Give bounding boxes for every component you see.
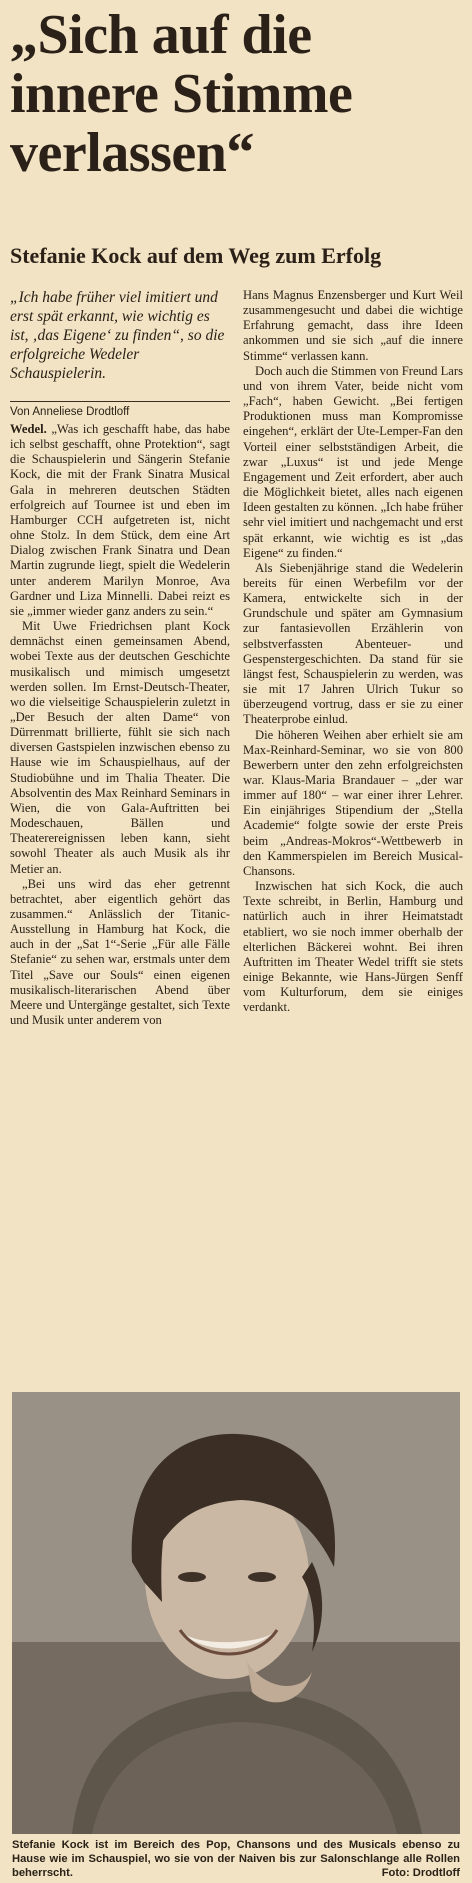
- body-paragraph: Mit Uwe Friedrichsen plant Kock demnächst einen gemeinsamen Abend, wobei Texte aus der deutschen Geschichte musikalisch und mimisch umgesetzt werden sollen. Im Ernst-Deutsch-Theater, wo die vielseitige Schauspielerin zuletzt in „Der Besuch der alten Dame“ von Dürrenmatt brillierte, fühlt sie sich nach diversen Gastspielen inzwischen ebenso zu Hause wie im Schauspielhaus, auf der Studiobühne und im Thalia Theater. Die Absolventin des Max Reinhard Seminars in Wien, die von Gala-Auftritten bei Modeschauen, Bällen und Theaterereignissen leben kann, sieht sowohl Theater als auch Musik als ihr Metier an.: [10, 619, 231, 876]
- body-text-right: [243, 288, 463, 1016]
- headline: „Sich auf die innere Stimme verlassen“: [10, 4, 353, 184]
- caption-text: Stefanie Kock ist im Bereich des Pop, Chansons und des Musicals ebenso zu Hause wie im Schauspiel, wo sie von der Naiven bis zur Salonschlange alle Rollen beherrscht.: [12, 1839, 460, 1879]
- photo-credit: Foto: Drodtloff: [381, 1867, 460, 1879]
- lead-paragraph: „Ich habe früher viel imitiert und erst spät erkannt, wie wichtig es ist, ‚das Eigene‘ zu finden“, so die erfolgreiche Wedeler Schauspielerin.: [10, 289, 225, 382]
- article-column-right: [243, 288, 463, 1016]
- body-paragraph: Inzwischen hat sich Kock, die auch Texte schreibt, in Berlin, Hamburg und natürlich auch in ihrer Heimatstadt etabliert, wo sie noch immer oberhalb der elterlichen Bäckerei wohnt. Bei ihren Auftritten im Theater Wedel trifft sie stets einige Bekannte, wie Hans-Jürgen Senff vom Kulturforum, dem sie einiges verdankt.: [243, 879, 463, 1015]
- dateline: Wedel.: [10, 422, 47, 436]
- photo-caption: [12, 1838, 460, 1880]
- body-paragraph: Als Siebenjährige stand die Wedelerin bereits für einen Werbefilm vor der Kamera, entwickelte sich in der Grundschule und später am Gymnasium zur fantasievollen Erzählerin von selbstverfassten Abenteuer- und Gespenstergeschichten. Da stand für sie längst fest, Schauspielerin zu werden, was sie mit 17 Jahren Ulrich Tukur so überzeugend vortrug, dass er sie zu einer Theaterprobe einlud.: [243, 560, 463, 727]
- body-paragraph: Hans Magnus Enzensberger und Kurt Weil zusammengesucht und dabei die wichtige Erfahrung gemacht, dass ihre Ideen ankommen und sie sich „auf die innere Stimme“ verlassen kann.: [243, 288, 463, 363]
- subheadline: Stefanie Kock auf dem Weg zum Erfolg: [10, 243, 382, 268]
- paragraph-text: „Was ich geschafft habe, das habe ich selbst geschafft, ohne Protektion“, sagt die Schauspielerin und Sängerin Stefanie Kock, die mit der Frank Sinatra Musical Gala in mehreren deutschen Städten erfolgreich auf Tournee ist und eben im Hamburger CCH aufgetreten ist, nicht ohne Stolz. In dem Stück, dem eine Art Dialog zwischen Frank Sinatra und Dean Martin zugrunde liegt, spielt die Wedelerin unter anderem Marilyn Monroe, Ava Gardner und Liza Minnelli. Dabei reizt es sie „immer wieder ganz anders zu sein.“: [10, 422, 230, 618]
- portrait-illustration: [12, 1392, 460, 1834]
- portrait-photo: [12, 1392, 460, 1834]
- body-text-left: [10, 422, 230, 1028]
- article-column-left: [10, 288, 230, 1028]
- byline: Von Anneliese Drodtloff: [10, 401, 230, 418]
- body-paragraph: „Bei uns wird das eher getrennt betrachtet, aber eigentlich gehört das zusammen.“ Anlässlich der Titanic-Ausstellung in Hamburg hat Kock, die auch in der „Sat 1“-Serie „Für alle Fälle Stefanie“ zu sehen war, erstmals unter dem Titel „Save our Souls“ einen eigenen musikalisch-literarischen Abend über Meere und Untergänge gestaltet, sich Texte und Musik unter anderem von: [10, 876, 230, 1028]
- body-paragraph: [10, 422, 230, 619]
- body-paragraph: Die höheren Weihen aber erhielt sie am Max-Reinhard-Seminar, wo sie von 800 Bewerbern unter den zehn erfolgreichsten war. Klaus-Maria Brandauer – „der war immer auf 180“ – war einer ihrer Lehrer. Ein einjähriges Stipendium der „Stella Academie“ folgte sowie der erste Preis beim „Andreas-Mokros“-Wettbewerb in den Kammerspielen im Bereich Musical-Chansons.: [243, 727, 463, 878]
- body-paragraph: Doch auch die Stimmen von Freund Lars und von ihrem Vater, beide nicht vom „Fach“, haben Gewicht. „Bei fertigen Produktionen muss man Kompromisse eingehen“, erklärt der Ute-Lemper-Fan den Vorteil einer selbstständigen Arbeit, die zwar „Luxus“ ist und jede Menge Engagement und Zeit erfordert, aber auch die Möglichkeit bietet, alles nach eigenen Ideen gestalten zu können. „Ich habe früher sehr viel imitiert und nachgemacht und erst spät erkannt, wie wichtig es ist „das Eigene“ zu finden.“: [243, 363, 463, 560]
